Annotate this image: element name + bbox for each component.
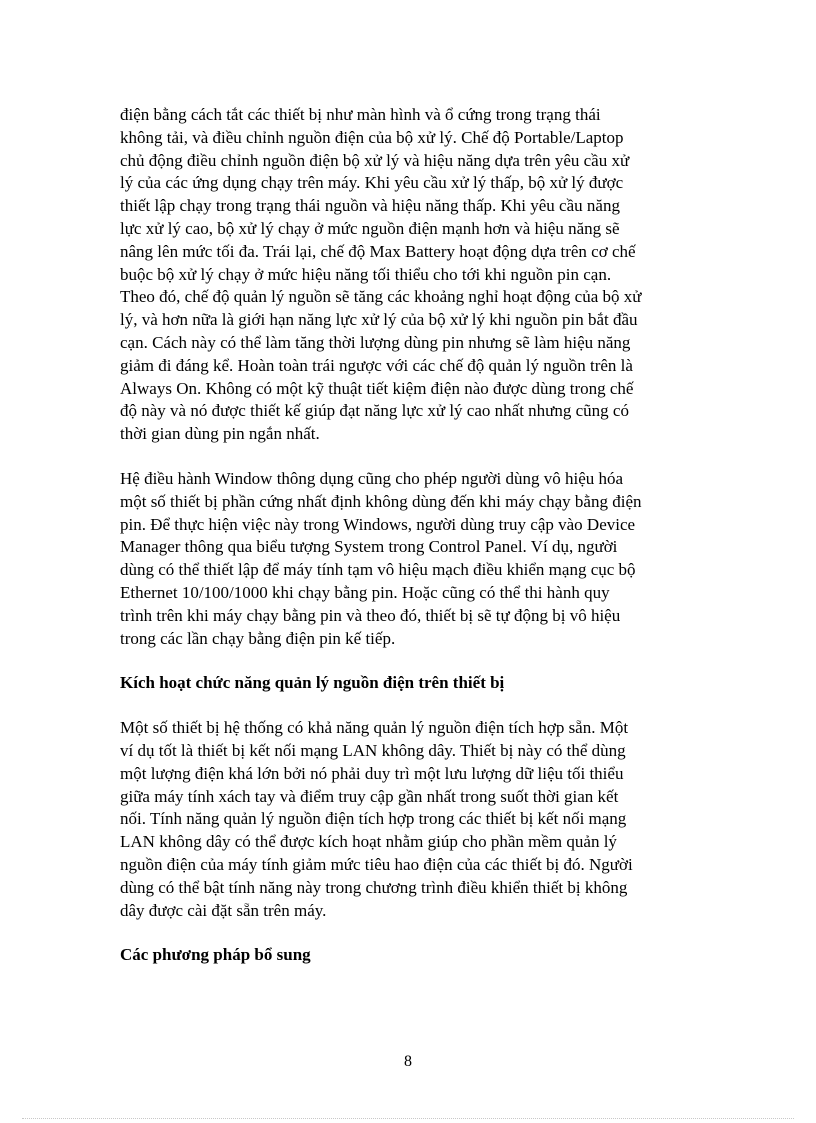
text-line: ví dụ tốt là thiết bị kết nối mạng LAN không dây. Thiết bị này có thể dùng (120, 740, 626, 760)
text-line: thời gian dùng pin ngắn nhất. (120, 424, 320, 444)
text-line: nguồn điện của máy tính giảm mức tiêu hao điện của các thiết bị đó. Người (120, 854, 633, 874)
text-line: Một số thiết bị hệ thống có khả năng quản lý nguồn điện tích hợp sẵn. Một (120, 718, 629, 738)
paragraph-power-modes (120, 104, 704, 446)
text-line: Hệ điều hành Window thông dụng cũng cho phép người dùng vô hiệu hóa (120, 468, 624, 488)
paragraph-windows-devices (120, 468, 704, 650)
paragraph-wireless-lan (120, 717, 704, 922)
text-line: giữa máy tính xách tay và điểm truy cập gần nhất trong suốt thời gian kết (120, 786, 619, 806)
text-line: trong các lần chạy bằng điện pin kế tiếp. (120, 628, 396, 648)
text-line: thiết lập chạy trong trạng thái nguồn và hiệu năng thấp. Khi yêu cầu năng (120, 196, 620, 216)
page-number: 8 (404, 1053, 412, 1070)
text-line: Ethernet 10/100/1000 khi chạy bằng pin. Hoặc cũng có thể thi hành quy (120, 582, 610, 602)
text-line: trình trên khi máy chạy bằng pin và theo đó, thiết bị sẽ tự động bị vô hiệu (120, 605, 621, 625)
paragraph-spacer (120, 695, 704, 717)
page-content (120, 104, 704, 967)
text-line: chủ động điều chỉnh nguồn điện bộ xử lý và hiệu năng dựa trên yêu cầu xử (120, 150, 630, 170)
text-line: một lượng điện khá lớn bởi nó phải duy trì một lưu lượng dữ liệu tối thiểu (120, 763, 624, 783)
text-line: nối. Tính năng quản lý nguồn điện tích hợp trong các thiết bị kết nối mạng (120, 809, 627, 829)
paragraph-spacer (120, 922, 704, 944)
text-line: lý của các ứng dụng chạy trên máy. Khi yêu cầu xử lý thấp, bộ xử lý được (120, 173, 624, 193)
text-line: giảm đi đáng kể. Hoàn toàn trái ngược với các chế độ quản lý nguồn trên là (120, 355, 633, 375)
text-line: dùng có thể thiết lập để máy tính tạm vô hiệu mạch điều khiển mạng cục bộ (120, 560, 636, 580)
text-line: điện bằng cách tắt các thiết bị như màn hình và ổ cứng trong trạng thái (120, 105, 601, 124)
text-line: Always On. Không có một kỹ thuật tiết kiệm điện nào được dùng trong chế (120, 378, 634, 398)
text-line: LAN không dây có thể được kích hoạt nhằm giúp cho phần mềm quản lý (120, 832, 617, 852)
paragraph-spacer (120, 650, 704, 672)
text-line: độ này và nó được thiết kế giúp đạt năng lực xử lý cao nhất nhưng cũng có (120, 401, 629, 421)
text-line: dùng có thể bật tính năng này trong chương trình điều khiển thiết bị không (120, 877, 628, 897)
paragraph-spacer (120, 446, 704, 468)
text-line: lực xử lý cao, bộ xử lý chạy ở mức nguồn điện mạnh hơn và hiệu năng sẽ (120, 218, 620, 238)
page-bottom-divider (22, 1118, 794, 1119)
text-line: pin. Để thực hiện việc này trong Windows, người dùng truy cập vào Device (120, 514, 636, 534)
text-line: nâng lên mức tối đa. Trái lại, chế độ Max Battery hoạt động dựa trên cơ chế (120, 241, 636, 261)
section-heading-device-power-management: Kích hoạt chức năng quản lý nguồn điện trên thiết bị (120, 673, 505, 693)
text-line: không tải, và điều chỉnh nguồn điện của bộ xử lý. Chế độ Portable/Laptop (120, 127, 624, 147)
text-line: lý, và hơn nữa là giới hạn năng lực xử lý của bộ xử lý khi nguồn pin bắt đầu (120, 310, 638, 330)
text-line: một số thiết bị phần cứng nhất định không dùng đến khi máy chạy bằng điện (120, 491, 642, 511)
text-line: cạn. Cách này có thể làm tăng thời lượng dùng pin nhưng sẽ làm hiệu năng (120, 332, 631, 352)
text-line: Theo đó, chế độ quản lý nguồn sẽ tăng các khoảng nghỉ hoạt động của bộ xử (120, 287, 642, 307)
text-line: buộc bộ xử lý chạy ở mức hiệu năng tối thiểu cho tới khi nguồn pin cạn. (120, 264, 612, 284)
text-line: Manager thông qua biểu tượng System trong Control Panel. Ví dụ, người (120, 537, 618, 557)
section-heading-additional-methods: Các phương pháp bổ sung (120, 945, 311, 965)
text-line: dây được cài đặt sẵn trên máy. (120, 900, 327, 920)
